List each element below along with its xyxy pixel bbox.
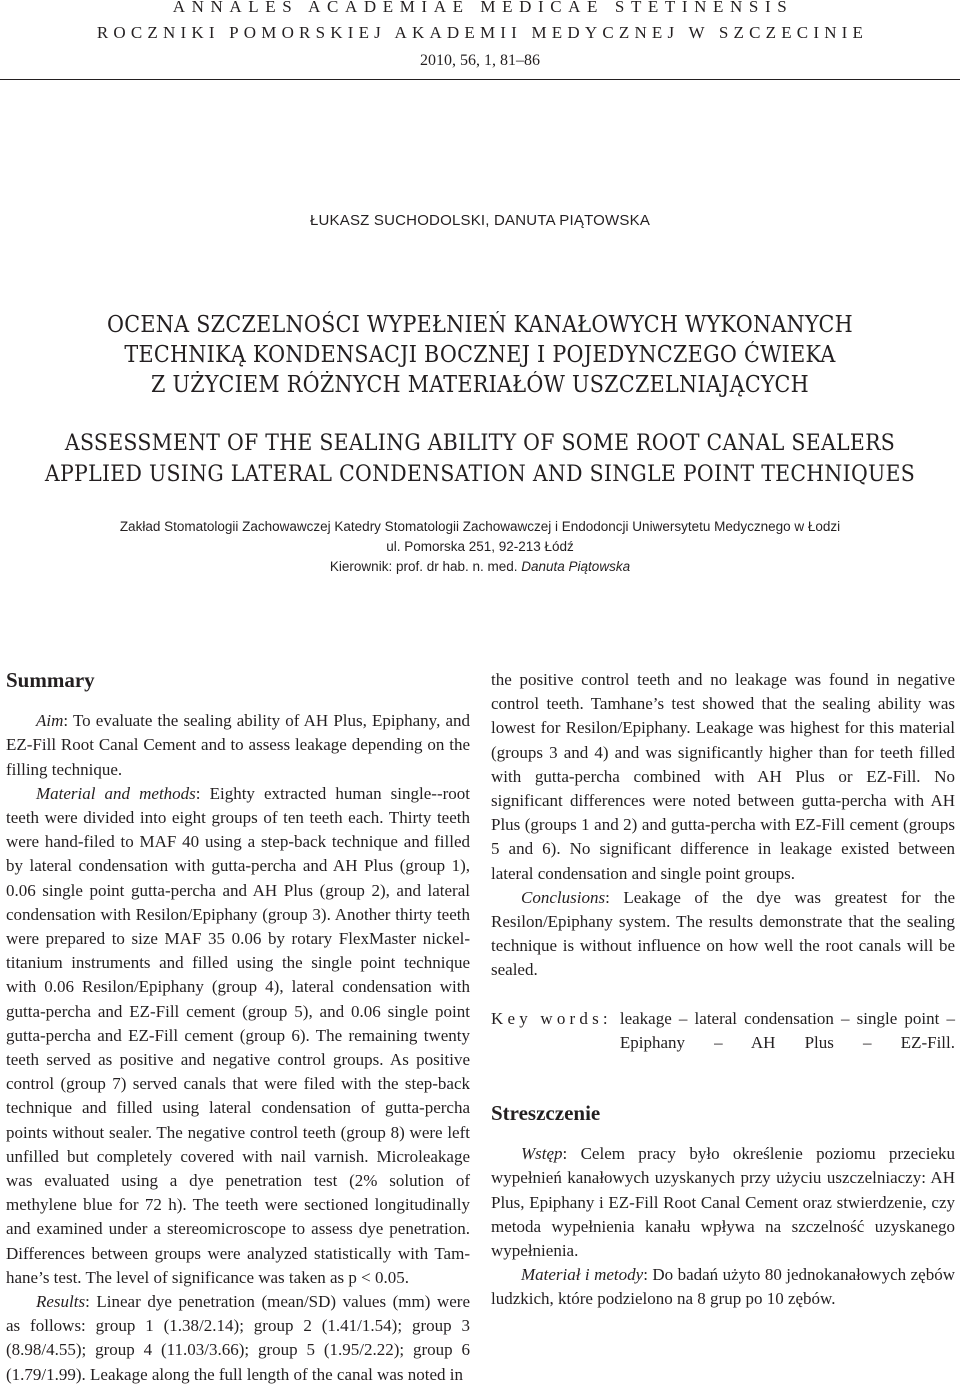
keywords-label: Key words: — [491, 1008, 612, 1028]
summary-heading: Summary — [6, 668, 95, 692]
conclusions-label: Conclusions — [521, 887, 606, 907]
summary-methods — [6, 782, 470, 1290]
affiliation-head-label: Kierownik: prof. dr hab. n. med. — [329, 559, 522, 574]
aim-label: Aim — [36, 711, 64, 731]
methods-label: Material and methods — [36, 783, 196, 803]
wstep-text: : Celem pracy było określenie poziomu przecieku wypełnień kanałowych uzyskanych przy użyciu uszczelniaczy: AH Plus, Epiphany i EZ-Fill Root Canal Cement oraz stwierdzenie, czy metoda wypełnienia kanału wpływa na szczelność uzyskanego wypełnienia. — [491, 1144, 955, 1261]
summary-results-continued: the positive control teeth and no leakage was found in negative control teeth. Tamhane’s test showed that the sealing ability was lowest for Resilon/Epiphany. Leakage was highest for this material (groups 3 and 4) and was significantly higher than for teeth filled with gutta-percha combined with AH Plus or EZ-Fill. No significant differences were noted between gutta-percha with AH Plus (groups 1 and 2) and gutta-percha with EZ-Fill cement (groups 5 and 6). No significant difference in leakage existed between lateral condensation and single point groups. — [491, 670, 955, 883]
title-en-line-2: APPLIED USING LATERAL CONDENSATION AND SINGLE POINT TECHNIQUES — [44, 462, 916, 487]
methods-text: : Eighty extracted human single--root teeth were divided into eight groups of ten teeth each. Thirty teeth were hand-filed to MAF 40 using a step-back technique and filled by lateral condensation with gutta-percha and AH Plus (group 1), 0.06 single point gutta-percha and AH Plus (group 2), and lateral condensation with Resilon/Epiphany (group 3). Another thirty teeth were prepared to size MAF 35 0.06 by rotary FlexMaster nickel-titanium instruments and filled using the single point technique with 0.06 Resilon/Epiphany (group 4), lateral condensation with gutta-percha and EZ-Fill cement (group 5), and 0.06 single point gutta-percha and EZ-Fill cement (group 6). The remaining twenty teeth served as positive and negative control groups. As positive control (group 7) served canals that were filed with the step-back technique and filled using lateral condensation of gutta-percha points without sealer. The negative control teeth (group 8) were left unfilled but completely covered with nail varnish. Microleakage was evaluated using a dye penetration test (2% solution of methylene blue for 72 h). The teeth were sectioned longitudinally and examined under a stereomicroscope to assess dye penetration. Differences between groups were analyzed statistically with Tamhane’s test. The level of significance was taken as p < 0.05. — [6, 783, 470, 1287]
aim-text: : To evaluate the sealing ability of AH Plus, Epiphany, and EZ-Fill Root Canal Cement and to assess leakage depending on the filling technique. — [6, 711, 470, 779]
journal-title-latin: ANNALES ACADEMIAE MEDICAE STETINENSIS — [172, 0, 794, 16]
journal-title-polish: ROCZNIKI POMORSKIEJ AKADEMII MEDYCZNEJ W SZCZECINIE — [96, 23, 869, 42]
streszczenie-heading: Streszczenie — [491, 1101, 601, 1126]
citation: 2010, 56, 1, 81–86 — [420, 52, 540, 69]
affiliation-head-name: Danuta Piątowska — [521, 559, 631, 574]
title-pl-line-1: OCENA SZCZELNOŚCI WYPEŁNIEŃ KANAŁOWYCH WYKONANYCH — [107, 312, 853, 338]
title-pl-line-3: Z UŻYCIEM RÓŻNYCH MATERIAŁÓW USZCZELNIAJĄCYCH — [151, 372, 809, 398]
affiliation-line-1: Zakład Stomatologii Zachowawczej Katedry Stomatologii Zachowawczej i Endodoncji Uniwersytetu Medycznego w Łodzi — [119, 519, 841, 534]
streszczenie-wstep — [491, 1142, 955, 1263]
right-column — [491, 668, 955, 1312]
authors: ŁUKASZ SUCHODOLSKI, DANUTA PIĄTOWSKA — [309, 212, 651, 229]
summary-conclusions — [491, 886, 955, 983]
left-column — [6, 668, 470, 1387]
affiliation-head — [0, 558, 960, 576]
results-text: : Linear dye penetration (mean/SD) values (mm) were as follows: group 1 (1.38/2.14); group 2 (1.41/1.54); group 3 (8.98/4.55); group 4 (11.03/3.66); group 5 (1.95/2.22); group 6 (1.79/1.99). Leakage along the full length of the canal was noted in — [6, 1292, 470, 1384]
results-label: Results — [36, 1292, 86, 1312]
title-en-line-1: ASSESSMENT OF THE SEALING ABILITY OF SOME ROOT CANAL SEALERS — [64, 431, 896, 456]
conclusions-text: : Leakage of the dye was greatest for the Resilon/Epiphany system. The results demonstrate that the sealing technique is without influence on how well the root canals will be sealed. — [491, 887, 955, 980]
header-rule — [0, 79, 960, 80]
metody-label: Materiał i metody — [521, 1265, 644, 1285]
keywords-text: leakage – lateral condensation – single point – Epiphany – AH Plus – EZ-Fill. — [619, 1008, 955, 1052]
keywords — [491, 1007, 955, 1055]
summary-aim — [6, 709, 470, 782]
title-pl-line-2: TECHNIKĄ KONDENSACJI BOCZNEJ I POJEDYNCZEGO ĆWIEKA — [124, 342, 836, 368]
summary-results — [6, 1290, 470, 1387]
metody-text: : Do badań użyto 80 jednokanałowych zębów ludzkich, które podzielono na 8 grup po 10 zębów. — [491, 1265, 955, 1309]
streszczenie-metody — [491, 1263, 955, 1311]
affiliation-line-2: ul. Pomorska 251, 92-213 Łódź — [386, 539, 574, 554]
wstep-label: Wstęp — [521, 1144, 563, 1164]
